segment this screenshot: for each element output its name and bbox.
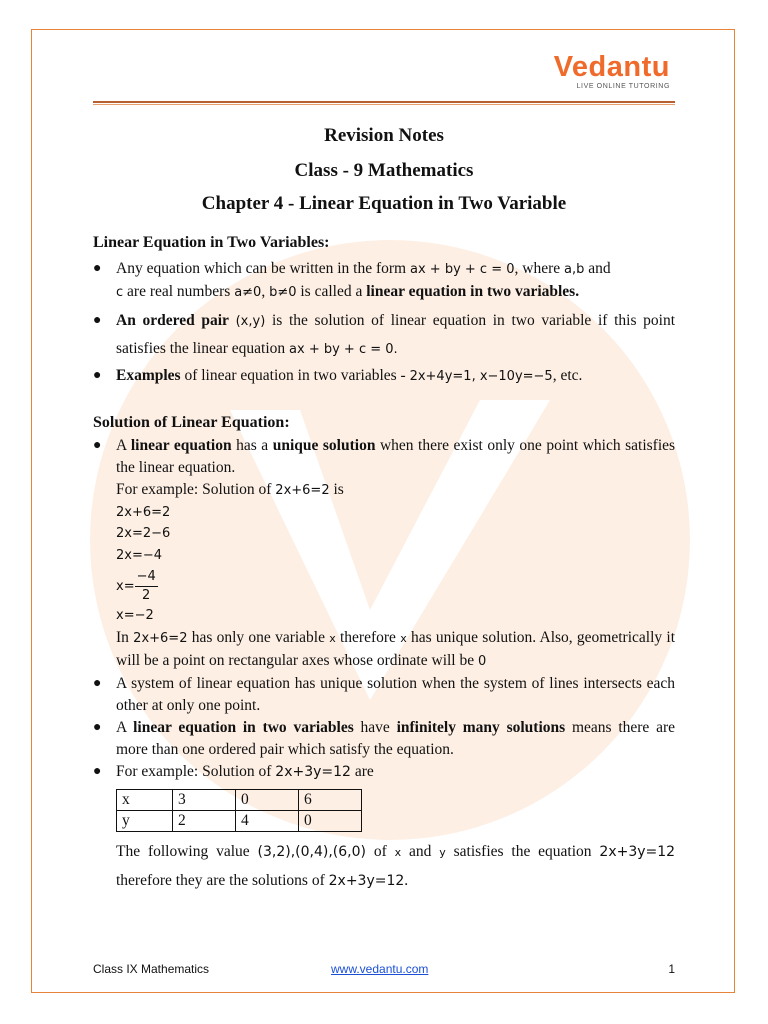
text: For example: Solution of [116, 763, 272, 780]
text: of [373, 843, 387, 860]
text: and [408, 843, 432, 860]
example-line [93, 479, 675, 502]
table-row [117, 811, 362, 832]
bullet-ordered-pair [93, 307, 675, 363]
bullet-dot: ● [93, 676, 102, 691]
explanation-paragraph [93, 627, 675, 673]
equation: 2x+3y=12 [599, 844, 676, 860]
fraction-lhs: x= [116, 579, 135, 595]
bold-term: linear equation in two variables. [366, 283, 580, 300]
bullet-examples [93, 365, 675, 388]
text: means there are more than one ordered pair which satisfy the equation. [116, 719, 675, 758]
equation: 2x+3y=12 [328, 873, 405, 889]
section-heading-solution: Solution of Linear Equation: [93, 414, 290, 431]
equation: 2x+3y=12 [275, 764, 351, 780]
text: A [116, 719, 127, 736]
bold-term: unique solution [272, 437, 376, 454]
table-cell: x [117, 790, 173, 811]
logo-tagline: LIVE ONLINE TUTORING [576, 83, 670, 90]
table-cell: y [117, 811, 173, 832]
ordered-pairs: (3,2),(0,4),(6,0) [257, 844, 366, 860]
text: The following value [116, 843, 250, 860]
main-content [93, 232, 675, 895]
final-answer: x=−2 [116, 608, 154, 623]
text: has only one variable [191, 629, 325, 646]
text: have [360, 719, 390, 736]
footer-link[interactable]: www.vedantu.com [331, 962, 429, 976]
text: satisfies the equation [453, 843, 592, 860]
table-cell: 0 [236, 790, 299, 811]
bold-term: linear equation in two variables [133, 719, 354, 736]
fraction [135, 568, 158, 605]
text: In [116, 629, 129, 646]
solution-table [116, 789, 362, 832]
text: , etc. [552, 367, 583, 384]
text: of linear equation in two variables - [184, 367, 406, 384]
table-cell: 2 [173, 811, 236, 832]
text: therefore they are the solutions of [116, 872, 325, 889]
condition: a≠0 [234, 285, 262, 300]
variable: c [116, 285, 124, 300]
text: is the solution of linear equation in two variable if this point satisfies the linear equation [116, 312, 676, 357]
header-rule [93, 101, 675, 103]
bullet-dot: ● [93, 720, 102, 735]
chapter-title: Chapter 4 - Linear Equation in Two Variable [201, 193, 567, 214]
text: is called a [300, 283, 363, 300]
vedantu-logo [554, 52, 670, 90]
variable: x [329, 632, 336, 645]
equation: ax + by + c = 0. [289, 342, 398, 357]
table-row [117, 790, 362, 811]
section-heading-linear-equation: Linear Equation in Two Variables: [93, 234, 330, 251]
value: 0 [478, 654, 487, 669]
bullet-dot: ● [93, 438, 102, 453]
text: is [333, 481, 344, 498]
text: has a [236, 437, 269, 454]
page-number: 1 [668, 962, 675, 976]
step-2: 2x=2−6 [116, 526, 171, 541]
examples: 2x+4y=1, x−10y=−5 [409, 369, 553, 384]
variable: y [439, 846, 446, 859]
variable: x [400, 632, 407, 645]
step-3: 2x=−4 [116, 548, 163, 563]
footer-left: Class IX Mathematics [93, 962, 210, 976]
table-cell: 4 [236, 811, 299, 832]
bullet-infinite-solutions [93, 717, 675, 761]
equation: 2x+6=2 [133, 631, 188, 646]
text: A [116, 437, 127, 454]
condition: b≠0 [269, 285, 297, 300]
bullet-dot: ● [93, 368, 102, 383]
page-title: Revision Notes [324, 125, 444, 146]
bullet-dot: ● [93, 764, 102, 779]
bold-term: Examples [116, 367, 181, 384]
text: has unique solution. Also, geometrically it will be a point on rectangular axes whose ordinate will be [116, 629, 675, 669]
bullet-dot: ● [93, 313, 102, 328]
fraction-step [93, 568, 675, 605]
table-cell: 3 [173, 790, 236, 811]
numerator: −4 [135, 568, 158, 587]
text: , where [514, 260, 561, 277]
bullet-definition [93, 258, 675, 304]
bullet-example-table [93, 761, 675, 783]
text: , [261, 283, 266, 300]
text: when there exist only one point which satisfies the linear equation. [116, 437, 676, 476]
text: For example: Solution of [116, 481, 272, 498]
header-rule-light [93, 104, 675, 105]
bold-term: linear equation [130, 437, 232, 454]
text: and [588, 260, 611, 277]
text: are [354, 763, 374, 780]
bold-term: An ordered pair [116, 312, 229, 329]
text: A system of linear equation has unique solution when the system of lines intersects each other at only one point. [116, 675, 675, 714]
denominator: 2 [142, 588, 151, 603]
step-1: 2x+6=2 [116, 505, 171, 520]
ordered-pair: (x,y) [235, 314, 266, 329]
bold-term: infinitely many solutions [396, 719, 566, 736]
text: Any equation which can be written in the form [116, 260, 407, 277]
class-title: Class - 9 Mathematics [294, 160, 474, 181]
conclusion-paragraph [93, 838, 675, 895]
equation: 2x+6=2 [275, 483, 330, 498]
logo-name: Vedantu [553, 51, 670, 83]
text: . [404, 872, 409, 889]
bullet-dot: ● [93, 261, 102, 276]
equation: ax + by + c = 0 [410, 262, 515, 277]
table-cell: 6 [299, 790, 362, 811]
text: are real numbers [127, 283, 231, 300]
bullet-system-unique [93, 673, 675, 717]
text: therefore [340, 629, 396, 646]
variable: x [394, 846, 402, 859]
bullet-unique-solution [93, 435, 675, 479]
variables: a,b [564, 262, 585, 277]
table-cell: 0 [299, 811, 362, 832]
